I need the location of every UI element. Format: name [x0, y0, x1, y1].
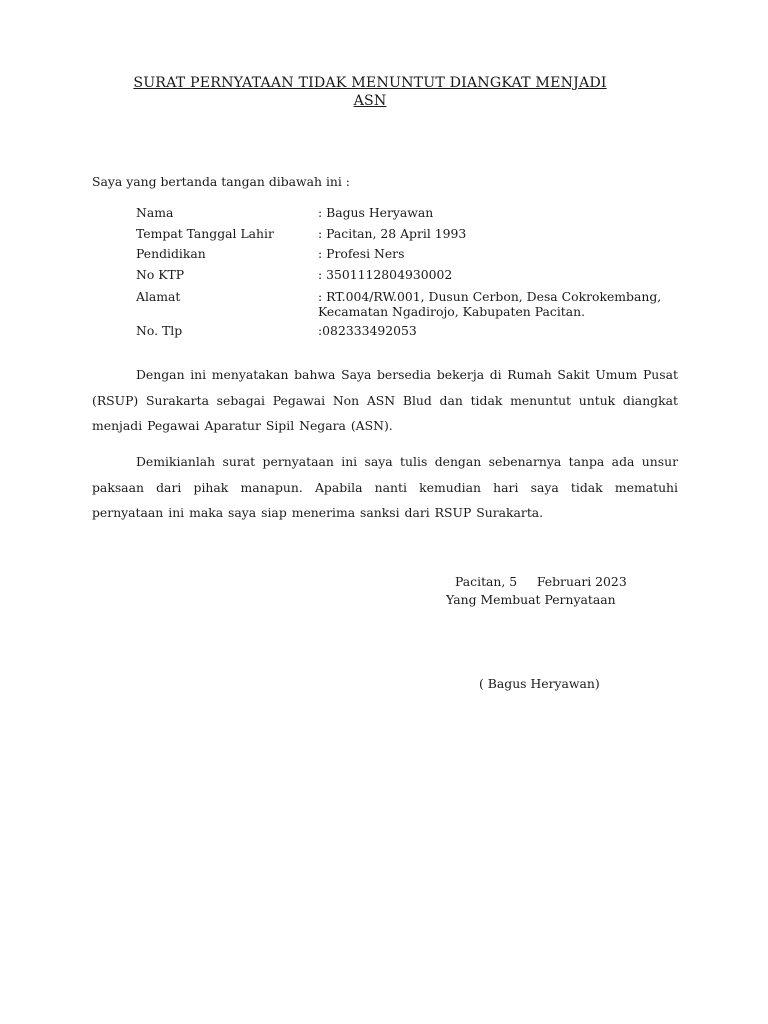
field-label: No KTP — [136, 267, 185, 282]
field-label: Alamat — [136, 289, 181, 304]
paragraph-statement: Dengan ini menyatakan bahwa Saya bersedia bekerja di Rumah Sakit Umum Pusat (RSUP) Surakarta sebagai Pegawai Non ASN Blud dan tidak menuntut untuk diangkat menjadi Pegawai Aparatur Sipil Negara (ASN). — [92, 367, 678, 433]
field-label: Nama — [136, 205, 174, 220]
field-value: : Pacitan, 28 April 1993 — [318, 226, 467, 241]
field-value: : Bagus Heryawan — [318, 205, 434, 220]
field-label: Pendidikan — [136, 246, 206, 261]
field-label: Tempat Tanggal Lahir — [136, 226, 274, 241]
field-value: : Profesi Ners — [318, 246, 405, 261]
field-value: : RT.004/RW.001, Dusun Cerbon, Desa Cokrokembang, Kecamatan Ngadirojo, Kabupaten Pacitan. — [318, 289, 662, 319]
document-title — [90, 74, 650, 110]
field-value: :082333492053 — [318, 323, 417, 338]
intro-text: Saya yang bertanda tangan dibawah ini : — [92, 174, 350, 189]
title-line-2: ASN — [353, 93, 387, 109]
signature-name: ( Bagus Heryawan) — [479, 676, 600, 691]
signature-place-date: Pacitan, 5 Februari 2023 — [455, 574, 627, 589]
field-value: : 3501112804930002 — [318, 267, 453, 282]
signature-role: Yang Membuat Pernyataan — [446, 592, 616, 607]
paragraph-closing: Demikianlah surat pernyataan ini saya tulis dengan sebenarnya tanpa ada unsur paksaan dari pihak manapun. Apabila nanti kemudian hari saya tidak mematuhi pernyataan ini maka saya siap menerima sanksi dari RSUP Surakarta. — [92, 454, 678, 520]
title-line-1: SURAT PERNYATAAN TIDAK MENUNTUT DIANGKAT MENJADI — [133, 75, 607, 91]
field-label: No. Tlp — [136, 323, 183, 338]
